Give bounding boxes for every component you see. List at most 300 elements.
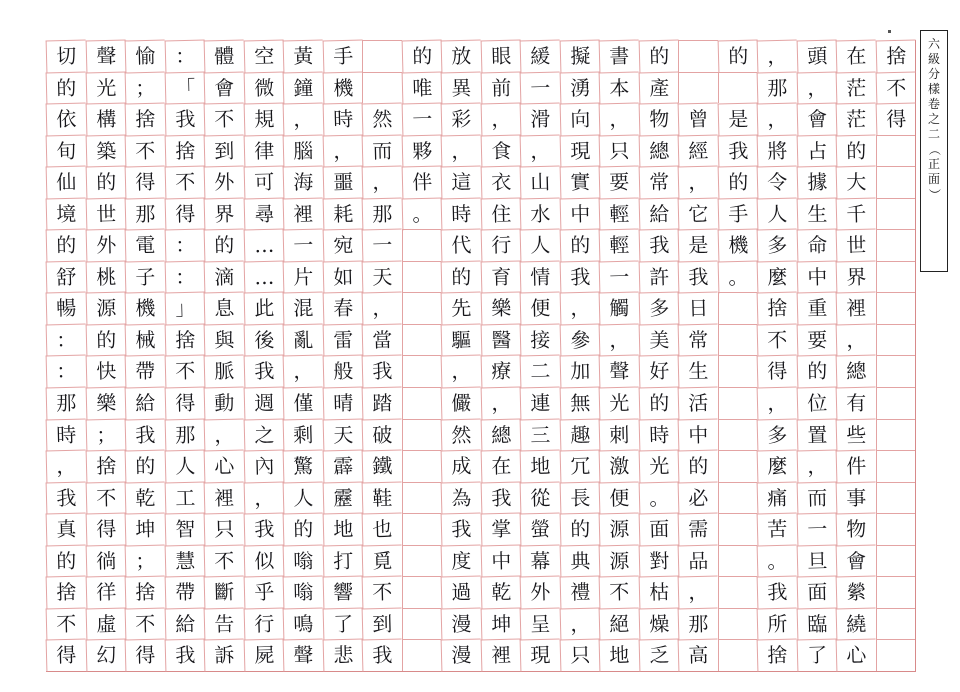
- grid-cell: 些: [836, 418, 876, 451]
- grid-cell: 總: [480, 418, 520, 451]
- grid-cell: 產: [638, 71, 678, 104]
- grid-cell: 據: [796, 166, 836, 199]
- grid-cell: 地: [322, 513, 362, 546]
- grid-cell: [876, 135, 916, 167]
- grid-cell: 苦: [757, 513, 797, 546]
- grid-cell: 機: [717, 229, 757, 262]
- grid-cell: 滑: [520, 103, 560, 136]
- grid-cell: ，: [283, 355, 323, 388]
- grid-cell: 育: [480, 260, 520, 293]
- grid-cell: 脈: [204, 355, 244, 388]
- grid-cell: ，: [559, 292, 599, 325]
- grid-cell: 不: [85, 481, 125, 514]
- grid-cell: 與: [204, 323, 244, 356]
- grid-cell: 時: [441, 197, 481, 230]
- grid-cell: [876, 608, 916, 640]
- grid-cell: 春: [322, 292, 362, 325]
- grid-cell: 刺: [599, 418, 639, 451]
- grid-cell: 的: [283, 513, 323, 546]
- title-char: 級: [927, 52, 940, 66]
- grid-cell: 要: [796, 323, 836, 356]
- grid-cell: 混: [283, 292, 323, 325]
- grid-cell: 築: [85, 134, 125, 167]
- grid-cell: 度: [441, 544, 481, 577]
- grid-cell: 本: [599, 71, 639, 104]
- grid-cell: 趣: [559, 418, 599, 451]
- grid-cell: 件: [836, 450, 876, 483]
- grid-cell: [402, 419, 442, 451]
- grid-cell: [718, 639, 758, 671]
- grid-cell: 動: [204, 387, 244, 420]
- grid-cell: 捨: [125, 103, 165, 136]
- grid-cell: [402, 229, 442, 261]
- grid-cell: ，: [243, 481, 283, 514]
- grid-cell: 我: [362, 639, 402, 672]
- grid-cell: 在: [480, 450, 520, 483]
- grid-cell: 旬: [46, 134, 86, 167]
- grid-cell: [876, 261, 916, 293]
- grid-cell: 外: [85, 229, 125, 262]
- grid-cell: 旦: [796, 544, 836, 577]
- grid-cell: [718, 450, 758, 482]
- title-char: 正: [927, 157, 940, 171]
- grid-cell: 三: [520, 418, 560, 451]
- grid-cell: 掌: [480, 513, 520, 546]
- title-char: 之: [927, 112, 940, 126]
- grid-cell: 夥: [401, 134, 441, 167]
- grid-cell: 不: [204, 544, 244, 577]
- grid-cell: 坤: [480, 607, 520, 640]
- grid-cell: 剩: [283, 418, 323, 451]
- grid-cell: 般: [322, 355, 362, 388]
- title-char: 面: [927, 172, 940, 186]
- grid-cell: 破: [362, 418, 402, 451]
- grid-cell: 暢: [46, 292, 86, 325]
- grid-cell: 占: [796, 134, 836, 167]
- grid-cell: ，: [520, 134, 560, 167]
- grid-cell: 時: [638, 418, 678, 451]
- grid-cell: 接: [520, 323, 560, 356]
- grid-cell: [718, 355, 758, 387]
- grid-cell: 我: [362, 355, 402, 388]
- grid-cell: 會: [836, 544, 876, 577]
- grid-cell: 絕: [599, 607, 639, 640]
- grid-cell: 斷: [204, 576, 244, 609]
- grid-cell: 捨: [757, 292, 797, 325]
- grid-cell: 我: [164, 639, 204, 672]
- grid-cell: 會: [796, 103, 836, 136]
- grid-cell: 大: [836, 166, 876, 199]
- grid-cell: 有: [836, 387, 876, 420]
- grid-cell: 捨: [85, 450, 125, 483]
- grid-cell: 聲: [599, 355, 639, 388]
- grid-cell: 霹: [322, 450, 362, 483]
- grid-cell: 我: [757, 576, 797, 609]
- grid-cell: 那: [678, 607, 718, 640]
- grid-cell: 覓: [362, 544, 402, 577]
- grid-cell: 位: [796, 387, 836, 420]
- grid-cell: ，: [678, 576, 718, 609]
- title-char: （: [927, 143, 942, 156]
- grid-cell: 了: [796, 639, 836, 672]
- grid-cell: 不: [46, 607, 86, 640]
- grid-cell: 輕: [599, 197, 639, 230]
- grid-cell: 工: [164, 481, 204, 514]
- grid-cell: 麼: [757, 450, 797, 483]
- grid-cell: 裡: [836, 292, 876, 325]
- grid-cell: [718, 545, 758, 577]
- grid-cell: 悲: [322, 639, 362, 672]
- grid-cell: 徜: [85, 544, 125, 577]
- grid-cell: 緩: [520, 39, 560, 72]
- grid-cell: ，: [362, 292, 402, 325]
- grid-cell: ，: [362, 166, 402, 199]
- grid-cell: 中: [480, 544, 520, 577]
- grid-cell: [718, 608, 758, 640]
- grid-cell: ，: [441, 134, 481, 167]
- grid-cell: 不: [875, 71, 915, 104]
- grid-cell: 。: [638, 481, 678, 514]
- grid-cell: 重: [796, 292, 836, 325]
- grid-cell: [718, 576, 758, 608]
- grid-cell: [876, 513, 916, 545]
- grid-cell: ，: [204, 418, 244, 451]
- grid-cell: 得: [757, 355, 797, 388]
- grid-cell: [876, 292, 916, 324]
- grid-cell: 得: [164, 387, 204, 420]
- grid-cell: [718, 324, 758, 356]
- grid-cell: 對: [638, 544, 678, 577]
- grid-cell: 到: [204, 134, 244, 167]
- grid-cell: 天: [322, 418, 362, 451]
- grid-cell: 我: [125, 418, 165, 451]
- grid-cell: 要: [599, 166, 639, 199]
- grid-cell: 幕: [520, 544, 560, 577]
- grid-cell: 需: [678, 513, 718, 546]
- grid-cell: 激: [599, 450, 639, 483]
- grid-cell: 的: [638, 39, 678, 72]
- grid-cell: 的: [559, 513, 599, 546]
- grid-cell: 仙: [46, 166, 86, 199]
- grid-cell: 那: [125, 197, 165, 230]
- grid-cell: 那: [164, 418, 204, 451]
- grid-cell: [402, 639, 442, 671]
- grid-cell: 得: [85, 513, 125, 546]
- grid-cell: 不: [599, 576, 639, 609]
- grid-cell: 我: [243, 355, 283, 388]
- grid-cell: 我: [638, 229, 678, 262]
- grid-cell: 樂: [85, 387, 125, 420]
- grid-cell: 高: [678, 639, 718, 672]
- grid-cell: 我: [717, 134, 757, 167]
- title-char: 卷: [927, 97, 940, 111]
- grid-cell: 參: [559, 323, 599, 356]
- grid-cell: 水: [520, 197, 560, 230]
- grid-cell: 生: [678, 355, 718, 388]
- grid-cell: ，: [757, 387, 797, 420]
- grid-cell: 這: [441, 166, 481, 199]
- grid-cell: [678, 40, 718, 72]
- grid-cell: 不: [164, 166, 204, 199]
- grid-cell: 週: [243, 387, 283, 420]
- grid-cell: 鞋: [362, 481, 402, 514]
- title-char: 分: [927, 67, 940, 81]
- grid-cell: 經: [678, 134, 718, 167]
- grid-cell: 依: [46, 103, 86, 136]
- grid-cell: 律: [243, 134, 283, 167]
- grid-cell: 光: [599, 387, 639, 420]
- grid-cell: 驅: [441, 323, 481, 356]
- grid-cell: [876, 419, 916, 451]
- grid-cell: 令: [757, 166, 797, 199]
- grid-cell: 捨: [875, 39, 915, 72]
- grid-cell: 我: [559, 260, 599, 293]
- grid-cell: 擬: [559, 39, 599, 72]
- grid-cell: 那: [46, 387, 86, 420]
- grid-cell: 裡: [480, 639, 520, 672]
- grid-cell: [402, 450, 442, 482]
- grid-cell: ，: [796, 71, 836, 104]
- grid-cell: 醫: [480, 323, 520, 356]
- grid-cell: 晴: [322, 387, 362, 420]
- grid-cell: 代: [441, 229, 481, 262]
- grid-cell: 典: [559, 544, 599, 577]
- grid-cell: [876, 355, 916, 387]
- grid-cell: 儼: [441, 387, 481, 420]
- grid-cell: [402, 387, 442, 419]
- grid-cell: 得: [125, 639, 165, 672]
- grid-cell: 從: [520, 481, 560, 514]
- grid-cell: 電: [125, 229, 165, 262]
- grid-cell: 情: [520, 260, 560, 293]
- grid-cell: 常: [678, 323, 718, 356]
- grid-cell: 是: [678, 229, 718, 262]
- grid-cell: ，: [757, 39, 797, 72]
- grid-cell: 輕: [599, 229, 639, 262]
- exam-title-label: [920, 30, 948, 272]
- grid-cell: 茫: [836, 103, 876, 136]
- grid-cell: 的: [836, 134, 876, 167]
- grid-cell: 機: [125, 292, 165, 325]
- grid-cell: ，: [322, 134, 362, 167]
- grid-cell: 給: [125, 387, 165, 420]
- grid-cell: 眼: [480, 39, 520, 72]
- grid-cell: 我: [243, 513, 283, 546]
- grid-cell: …: [243, 229, 283, 262]
- grid-cell: [718, 292, 758, 324]
- grid-cell: 噩: [322, 166, 362, 199]
- grid-cell: 便: [520, 292, 560, 325]
- grid-cell: 住: [480, 197, 520, 230]
- grid-cell: 禮: [559, 576, 599, 609]
- grid-cell: 人: [520, 229, 560, 262]
- grid-cell: 只: [559, 639, 599, 672]
- grid-cell: 螢: [520, 513, 560, 546]
- grid-cell: 我: [46, 481, 86, 514]
- grid-cell: 彩: [441, 103, 481, 136]
- grid-cell: 一: [362, 229, 402, 262]
- grid-cell: 山: [520, 166, 560, 199]
- grid-cell: 坤: [125, 513, 165, 546]
- grid-cell: 徉: [85, 576, 125, 609]
- grid-cell: 樂: [480, 292, 520, 325]
- grid-cell: 幻: [85, 639, 125, 672]
- grid-cell: 常: [638, 166, 678, 199]
- grid-cell: 品: [678, 544, 718, 577]
- grid-cell: 枯: [638, 576, 678, 609]
- grid-cell: 捨: [757, 639, 797, 672]
- title-char: 二: [927, 127, 940, 141]
- grid-cell: 此: [243, 292, 283, 325]
- grid-cell: 裡: [204, 481, 244, 514]
- grid-cell: ：: [164, 39, 204, 72]
- grid-cell: 如: [322, 260, 362, 293]
- grid-cell: 人: [283, 481, 323, 514]
- grid-cell: [402, 576, 442, 608]
- grid-cell: 驚: [283, 450, 323, 483]
- grid-cell: ，: [836, 323, 876, 356]
- grid-cell: 心: [204, 450, 244, 483]
- grid-cell: 生: [796, 197, 836, 230]
- grid-cell: 智: [164, 513, 204, 546]
- grid-cell: 」: [164, 292, 204, 325]
- grid-cell: 靂: [322, 481, 362, 514]
- grid-cell: [362, 40, 402, 72]
- grid-cell: 的: [796, 355, 836, 388]
- grid-cell: 不: [125, 134, 165, 167]
- grid-cell: 為: [441, 481, 481, 514]
- grid-cell: 一: [599, 260, 639, 293]
- grid-cell: 不: [757, 323, 797, 356]
- grid-cell: 手: [322, 39, 362, 72]
- grid-cell: 微: [243, 71, 283, 104]
- corner-mark: [888, 30, 891, 33]
- grid-cell: 得: [875, 103, 915, 136]
- grid-cell: 必: [678, 481, 718, 514]
- grid-cell: 帶: [164, 576, 204, 609]
- grid-cell: 。: [717, 260, 757, 293]
- grid-cell: 嗡: [283, 576, 323, 609]
- grid-cell: 體: [204, 39, 244, 72]
- grid-cell: 械: [125, 323, 165, 356]
- grid-cell: 子: [125, 260, 165, 293]
- grid-cell: 是: [717, 103, 757, 136]
- grid-cell: 日: [678, 292, 718, 325]
- grid-cell: 那: [362, 197, 402, 230]
- grid-cell: 而: [362, 134, 402, 167]
- grid-cell: 它: [678, 197, 718, 230]
- grid-cell: [718, 72, 758, 104]
- grid-cell: 實: [559, 166, 599, 199]
- grid-cell: 會: [204, 71, 244, 104]
- grid-cell: 雷: [322, 323, 362, 356]
- grid-cell: 裡: [283, 197, 323, 230]
- grid-cell: [718, 387, 758, 419]
- grid-cell: 中: [796, 260, 836, 293]
- grid-cell: 打: [322, 544, 362, 577]
- grid-cell: 先: [441, 292, 481, 325]
- grid-cell: 活: [678, 387, 718, 420]
- grid-cell: 而: [796, 481, 836, 514]
- grid-cell: ：: [46, 355, 86, 388]
- grid-cell: 聲: [85, 39, 125, 72]
- grid-cell: 源: [599, 513, 639, 546]
- grid-cell: 頭: [796, 39, 836, 72]
- grid-cell: 舒: [46, 260, 86, 293]
- grid-cell: ：: [164, 260, 204, 293]
- grid-cell: 得: [46, 639, 86, 672]
- grid-cell: 異: [441, 71, 481, 104]
- title-char: 樣: [927, 82, 940, 96]
- grid-cell: 息: [204, 292, 244, 325]
- grid-cell: 時: [46, 418, 86, 451]
- grid-cell: 不: [362, 576, 402, 609]
- grid-cell: 慧: [164, 544, 204, 577]
- grid-cell: [876, 198, 916, 230]
- grid-cell: 在: [836, 39, 876, 72]
- grid-cell: [402, 324, 442, 356]
- grid-cell: 的: [441, 260, 481, 293]
- grid-cell: 唯: [401, 71, 441, 104]
- grid-cell: 一: [520, 71, 560, 104]
- grid-cell: 不: [204, 103, 244, 136]
- grid-cell: 所: [757, 607, 797, 640]
- grid-cell: 宛: [322, 229, 362, 262]
- grid-cell: 捨: [164, 134, 204, 167]
- grid-cell: 食: [480, 134, 520, 167]
- grid-cell: 現: [559, 134, 599, 167]
- grid-cell: 面: [796, 576, 836, 609]
- grid-cell: 訴: [204, 639, 244, 672]
- grid-cell: 衣: [480, 166, 520, 199]
- grid-cell: 過: [441, 576, 481, 609]
- grid-cell: 海: [283, 166, 323, 199]
- grid-cell: 茫: [836, 71, 876, 104]
- grid-cell: 置: [796, 418, 836, 451]
- grid-cell: 的: [85, 323, 125, 356]
- grid-cell: 切: [46, 39, 86, 72]
- grid-cell: 空: [243, 39, 283, 72]
- grid-cell: 曾: [678, 103, 718, 136]
- grid-cell: 真: [46, 513, 86, 546]
- grid-cell: 給: [638, 197, 678, 230]
- grid-cell: 世: [836, 229, 876, 262]
- grid-cell: 冗: [559, 450, 599, 483]
- grid-cell: [718, 482, 758, 514]
- grid-cell: 。: [401, 197, 441, 230]
- grid-cell: [402, 261, 442, 293]
- grid-cell: 行: [243, 607, 283, 640]
- grid-cell: 麼: [757, 260, 797, 293]
- grid-cell: 療: [480, 355, 520, 388]
- grid-cell: 一: [796, 513, 836, 546]
- grid-cell: 踏: [362, 387, 402, 420]
- grid-cell: 「: [164, 71, 204, 104]
- grid-cell: [678, 72, 718, 104]
- grid-cell: 地: [520, 450, 560, 483]
- grid-cell: 耗: [322, 197, 362, 230]
- grid-cell: [402, 292, 442, 324]
- grid-cell: 鐘: [283, 71, 323, 104]
- grid-cell: …: [243, 260, 283, 293]
- grid-cell: 地: [599, 639, 639, 672]
- grid-cell: 捨: [164, 323, 204, 356]
- grid-cell: ，: [480, 103, 520, 136]
- grid-cell: 行: [480, 229, 520, 262]
- grid-cell: 也: [362, 513, 402, 546]
- grid-cell: 世: [85, 197, 125, 230]
- grid-cell: 黃: [283, 39, 323, 72]
